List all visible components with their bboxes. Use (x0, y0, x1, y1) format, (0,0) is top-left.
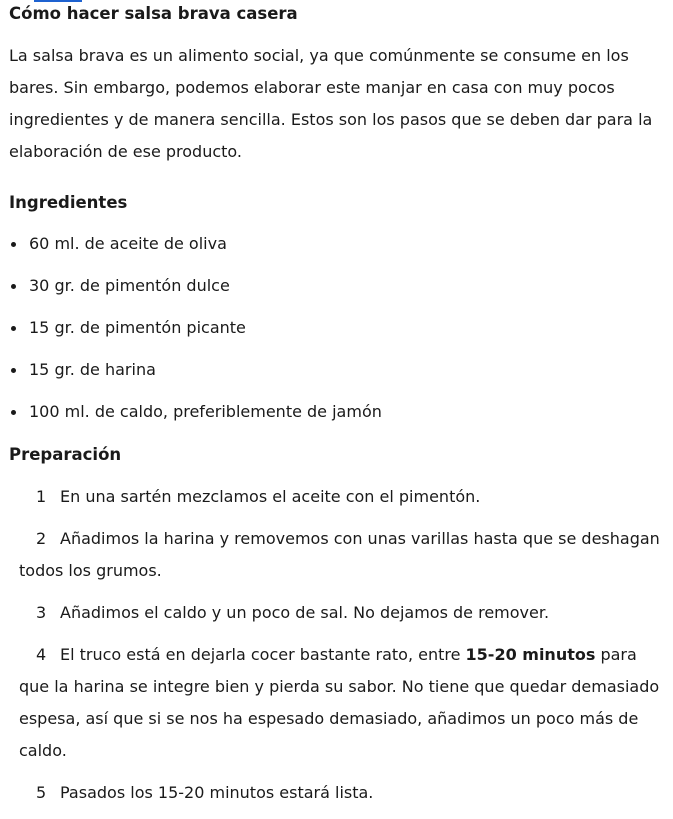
preparation-heading: Preparación (9, 445, 122, 464)
step-item (19, 597, 671, 629)
ingredient-item (9, 355, 382, 397)
recipe-title: Cómo hacer salsa brava casera (9, 4, 298, 23)
ingredient-item (9, 397, 382, 439)
step-text-bold: 15-20 minutos (465, 645, 596, 664)
ingredients-list (9, 229, 382, 439)
bullet-icon (11, 326, 16, 331)
bullet-icon (11, 242, 16, 247)
ingredient-text: 100 ml. de caldo, preferiblemente de jamón (29, 402, 382, 421)
bullet-icon (11, 368, 16, 373)
bullet-icon (11, 284, 16, 289)
step-number: 2 (36, 529, 47, 548)
ingredient-text: 15 gr. de pimentón picante (29, 318, 246, 337)
ingredient-item (9, 229, 382, 271)
step-item (19, 523, 671, 587)
ingredient-text: 60 ml. de aceite de oliva (29, 234, 227, 253)
step-item (19, 777, 671, 809)
step-text: Añadimos el caldo y un poco de sal. No dejamos de remover. (60, 603, 550, 622)
step-text: En una sartén mezclamos el aceite con el pimentón. (60, 487, 481, 506)
preparation-steps (19, 481, 671, 819)
step-text-start: El truco está en dejarla cocer bastante rato, entre (60, 645, 466, 664)
bullet-icon (11, 410, 16, 415)
ingredient-item (9, 271, 382, 313)
step-number: 3 (36, 603, 47, 622)
step-text-end: para que la harina se integre bien y pierda su sabor. No tiene que quedar demasiado espesa, así que si se nos ha espesado demasiado, añadimos un poco más de caldo. (19, 645, 660, 760)
step-text: Añadimos la harina y removemos con unas varillas hasta que se deshagan todos los grumos. (19, 529, 660, 580)
ingredient-text: 15 gr. de harina (29, 360, 156, 379)
step-item (19, 481, 671, 513)
ingredient-item (9, 313, 382, 355)
step-number: 1 (36, 487, 47, 506)
ingredient-text: 30 gr. de pimentón dulce (29, 276, 230, 295)
intro-paragraph: La salsa brava es un alimento social, ya que comúnmente se consume en los bares. Sin embargo, podemos elaborar este manjar en casa con muy pocos ingredientes y de manera sencilla. Estos son los pasos que se deben dar para la elaboración de ese producto. (9, 46, 653, 161)
step-item (19, 639, 671, 767)
step-number: 4 (36, 645, 47, 664)
step-text: Pasados los 15-20 minutos estará lista. (60, 783, 374, 802)
ingredients-heading: Ingredientes (9, 193, 128, 212)
step-number: 5 (36, 783, 47, 802)
